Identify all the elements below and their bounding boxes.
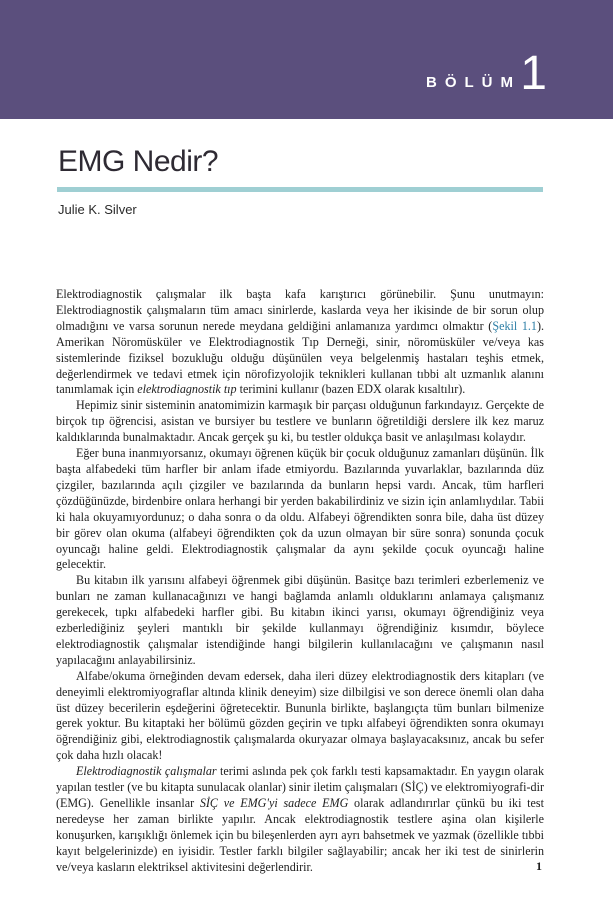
chapter-number: 1 [520, 47, 547, 100]
p6-text-a: terimi aslında pek çok farklı testi kapsamaktadır. En yaygın olarak yapılan testler (ve bu kitapta sunulacak olanlar) sinir iletim çalışmaları (SİÇ) ve elektromiyografi-dir (EMG). Genellikle insanlar [56, 764, 544, 810]
p1-text-a: Elektrodiagnostik çalışmalar ilk başta kafa karıştırıcı görünebilir. Şunu unutmayın: Elektrodiagnostik çalışmaların tüm amacı sinirlerde, kaslarda veya her ikisinde de bir sorun olup olmadığını ve varsa sorunun nerede meydana geldiğini anlamanıza yardımcı olmaktır ( [56, 287, 544, 333]
chapter-label: BÖLÜM [426, 74, 521, 91]
p1-text-b: ). Amerikan Nöromüsküler ve Elektrodiagnostik Tıp Derneği, sinir, nöromüsküler ve/veya kas sistemlerinde fiziksel bozukluğu olduğu düşünülen veya belgelenmiş hastaları teşhis etmek, değerlendirmek ve tedavi etmek için nörofizyolojik teknikleri kullanan tıbbi alt uzmanlık alanını tanımlamak için [56, 318, 544, 397]
page-title: EMG Nedir? [58, 145, 219, 178]
page-number: 1 [536, 859, 542, 873]
chapter-header-band [0, 0, 613, 119]
paragraph-6 [56, 764, 544, 875]
paragraph-1 [56, 287, 544, 398]
chapter-body [56, 287, 544, 876]
paragraph-3: Eğer buna inanmıyorsanız, okumayı öğrenen küçük bir çocuk olduğunuz zamanları düşünün. İlk başta alfabedeki tüm harfler bir anlam ifade etmiyordu. Bazılarında yuvarlaklar, bazılarında düz çizgiler, bazılarında açılı çizgiler ve bazılarında da bunların hepsi vardı. Ancak, tüm harfleri çözdüğünüzde, birdenbire onlara herhangi bir yerden bakabilirdiniz ve sizin için anlamlıydılar. Tabii ki hala okuyamıyordunuz; o daha sonra o da oldu. Alfabeyi öğrendikten sonra bile, daha üst düzey bir görev olan okuma (alfabeyi öğrendikten çok da uzun olmayan bir süre sonra) sonunda çocuk oyuncağı haline geldi. Elektrodiagnostik çalışmalar da aynı şekilde çocuk oyuncağı haline gelecektir. [56, 446, 544, 572]
p6-emphasis-1: Elektrodiagnostik çalışmalar [76, 764, 217, 779]
title-divider [57, 187, 543, 192]
p6-emphasis-2: SİÇ ve EMG'yi sadece EMG [199, 796, 349, 810]
p6-text-b: olarak adlandırırlar çünkü bu iki test neredeyse her zaman birlikte yapılır. Ancak elektrodiagnostik testlere aşina olan kişilerle konuşurken, karışıklığı önlemek için bu bileşenlerden ayrı ayrı bahsetmek ve yazmak (özellikle tıbbi kayıt belgelerinizde) en iyisidir. Testler farklı bilgiler sağlayabilir; ancak her iki test de sinirlerin ve/veya kasların elektriksel aktivitesini değerlendirir. [56, 796, 544, 874]
paragraph-2: Hepimiz sinir sisteminin anatomimizin karmaşık bir parçası olduğunun farkındayız. Gerçekte de birçok tıp öğrencisi, asistan ve bursiyer bu testlere ve bunların öğretildiği derslere ilk kez maruz kaldıklarında bunalmaktadır. Ancak gerçek şu ki, bu testler oldukça basit ve anlaşılması kolaydır. [56, 398, 544, 445]
paragraph-5: Alfabe/okuma örneğinden devam edersek, daha ileri düzey elektrodiagnostik ders kitapları (ve deneyimli elektromiyograflar altında klinik deneyim) size dilbilgisi ve son derece önemli olan daha üst düzey becerilerin eşdeğerini öğretecektir. Bununla birlikte, başlangıçta tüm bunları bilmenize gerek yoktur. Bu kitaptaki her bölümü gözden geçirin ve tıpkı alfabeyi öğrendikten sonra okumayı öğrendiğiniz gibi, elektrodiagnostik çalışmalarda okuryazar olmaya başlayacaksınız, ancak bu sefer çok daha hızlı olacak! [56, 668, 544, 763]
p1-text-c: terimini kullanır (bazen EDX olarak kısaltılır). [236, 382, 466, 397]
figure-reference-link[interactable]: Şekil 1.1 [492, 318, 537, 333]
p1-emphasis: elektrodiagnostik tıp [137, 382, 237, 397]
paragraph-4: Bu kitabın ilk yarısını alfabeyi öğrenmek gibi düşünün. Basitçe bazı terimleri ezberlemeniz ve bunları ne zaman kullanacağınızı ve hangi bağlamda anlamlı olduklarını anlamaya çalışmanız gerekecek, tıpkı alfabedeki harfler gibi. Bu kitabın ikinci yarısı, okumayı öğrendiğiniz veya ezberlediğiniz şeyleri mantıklı bir şekilde kullanmayı öğrendiğiniz kısımdır, böylece elektrodiagnostik çalışmalar istendiğinde hangi bilgilerin kullanılacağını ve çalışmanın nasıl yapılacağını anlayabilirsiniz. [56, 573, 544, 667]
author-name: Julie K. Silver [58, 202, 137, 217]
